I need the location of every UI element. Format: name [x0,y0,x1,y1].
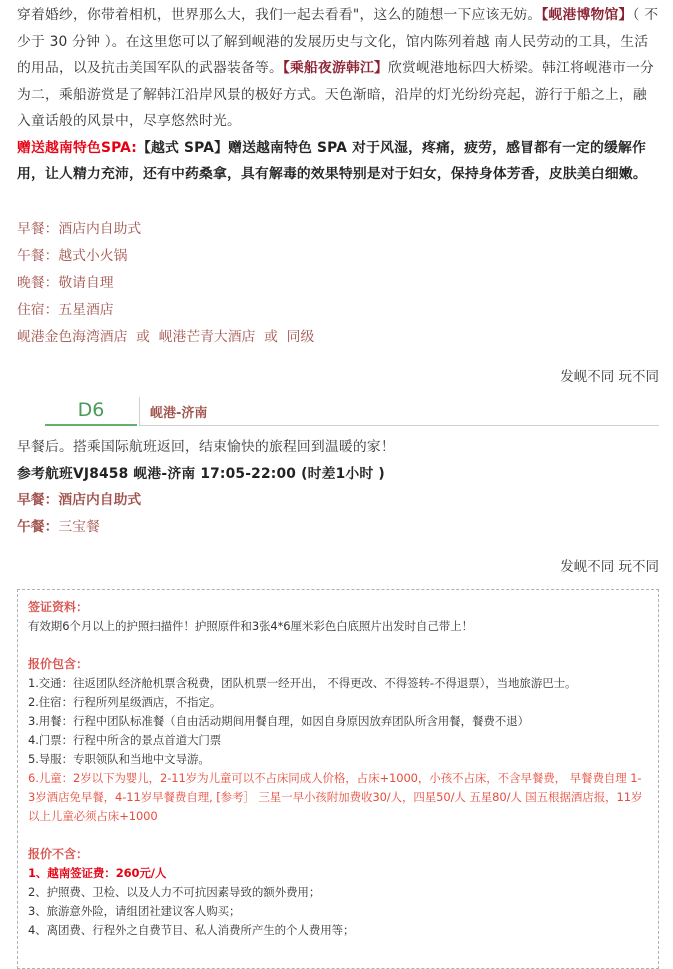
spa-text: 【越式 SPA】赠送越南特色 SPA 对于风湿，疼痛，疲劳，感冒都有一定的缓解作用，让人精力充沛，还有中药桑拿，具有解毒的效果特别是对于妇女，保持身体芳香，皮肤美白细嫩。 [17,139,647,182]
accommodation: 住宿：五星酒店 [17,302,114,318]
visa-text: 有效期6个月以上的护照扫描件！护照原件和3张4*6厘米彩色白底照片出发时自己带上！ [28,619,473,633]
day6-lunch: 午餐：三宝餐 [17,519,100,535]
meal-lunch: 午餐：越式小火锅 [17,248,128,264]
day6-breakfast: 早餐：酒店内自助式 [17,492,142,508]
intro-text-b: （ 不 少于 30 分钟 ）。在这里您可以了解到岘港的发展历史与文化，馆内陈列着越 南人民劳动的工具，生活的用品，以及抗击美国军队的武器装备等。 [17,7,659,76]
hotel-option-1[interactable]: 岘港金色海湾酒店 [17,329,128,345]
list-item: 4.门票：行程中所含的景点首道大门票 [28,733,222,747]
visa-fee: 1、越南签证费：260元/人 [28,866,167,880]
child-policy: 6.儿童：2岁以下为婴儿，2-11岁为儿童可以不占床同成人价格，占床+1000，小孩不占床，不含早餐费， 早餐费自理 1-3岁酒店免早餐，4-11岁早餐费自理, [参考］ 三星一早小孩附加费收30/人，四星50/人 五星80/人 国五根据酒店报，11岁以上儿童必须占床+1000 [28,771,643,823]
list-item: 3、旅游意外险，请组团社建议客人购买； [28,904,241,918]
day6-title: 岘港-济南 [150,406,208,421]
hotel-option-3: 同级 [286,329,315,345]
day5-note: 发岘不同 玩不同 [560,369,659,385]
included-heading: 报价包含： [28,657,89,671]
day6-tab[interactable]: D6 [77,399,105,421]
hotel-options: 岘港金色海湾酒店 或 岘港芒青大酒店 或 同级 [17,329,315,345]
museum-highlight: 【岘港博物馆】 [541,7,633,23]
spa-label: 赠送越南特色SPA: [17,139,138,156]
info-box [17,589,659,969]
excluded-heading: 报价不含： [28,847,89,861]
boat-highlight: 【乘船夜游韩江】 [282,60,389,76]
list-item: 2.住宿：行程所列星级酒店，不指定。 [28,695,222,709]
visa-heading: 签证资料： [28,600,89,614]
day6-tab-underline [45,424,137,426]
day6-body [17,434,659,541]
intro-text-c: 欣赏岘港地标四大桥梁。韩江将岘港市一分为二，乘船游赏是了解韩江沿岸风景的极好方式。天色渐暗，沿岸的灯光纷纷亮起，游行于船之上，融入童话般的风景中，尽享悠然时光。 [17,60,654,129]
spa-paragraph [17,135,659,188]
day6-header [17,396,659,426]
meal-dinner: 晚餐：敬请自理 [17,275,114,291]
meal-breakfast: 早餐：酒店内自助式 [17,221,142,237]
day6-note: 发岘不同 玩不同 [560,559,659,575]
day5-description [17,2,659,188]
list-item: 3.用餐：行程中团队标准餐（自由活动期间用餐自理，如因自身原因放弃团队所含用餐，餐费不退） [28,714,529,728]
day5-paragraph [17,2,659,135]
day6-text: 早餐后。搭乘国际航班返回，结束愉快的旅程回到温暖的家！ [17,439,395,455]
list-item: 5.导服：专职领队和当地中文导游。 [28,752,210,766]
list-item: 2、护照费、卫检、以及人力不可抗因素导致的额外费用； [28,885,321,899]
hotel-option-2[interactable]: 岘港芒青大酒店 [158,329,256,345]
list-item: 4、离团费、行程外之自费节目、私人消费所产生的个人费用等； [28,923,355,937]
intro-text-a: 穿着婚纱，你带着相机，世界那么大，我们一起去看看"，这么的随想一下应该无妨。 [17,7,542,23]
divider [139,397,140,426]
day5-meals [17,216,314,351]
divider [139,425,659,426]
day6-flight: 参考航班VJ8458 岘港-济南 17:05-22:00 (时差1小时 ) [17,465,385,482]
list-item: 1.交通：往返团队经济舱机票含税费，团队机票一经开出， 不得更改、不得签转-不得退票），当地旅游巴士。 [28,676,577,690]
